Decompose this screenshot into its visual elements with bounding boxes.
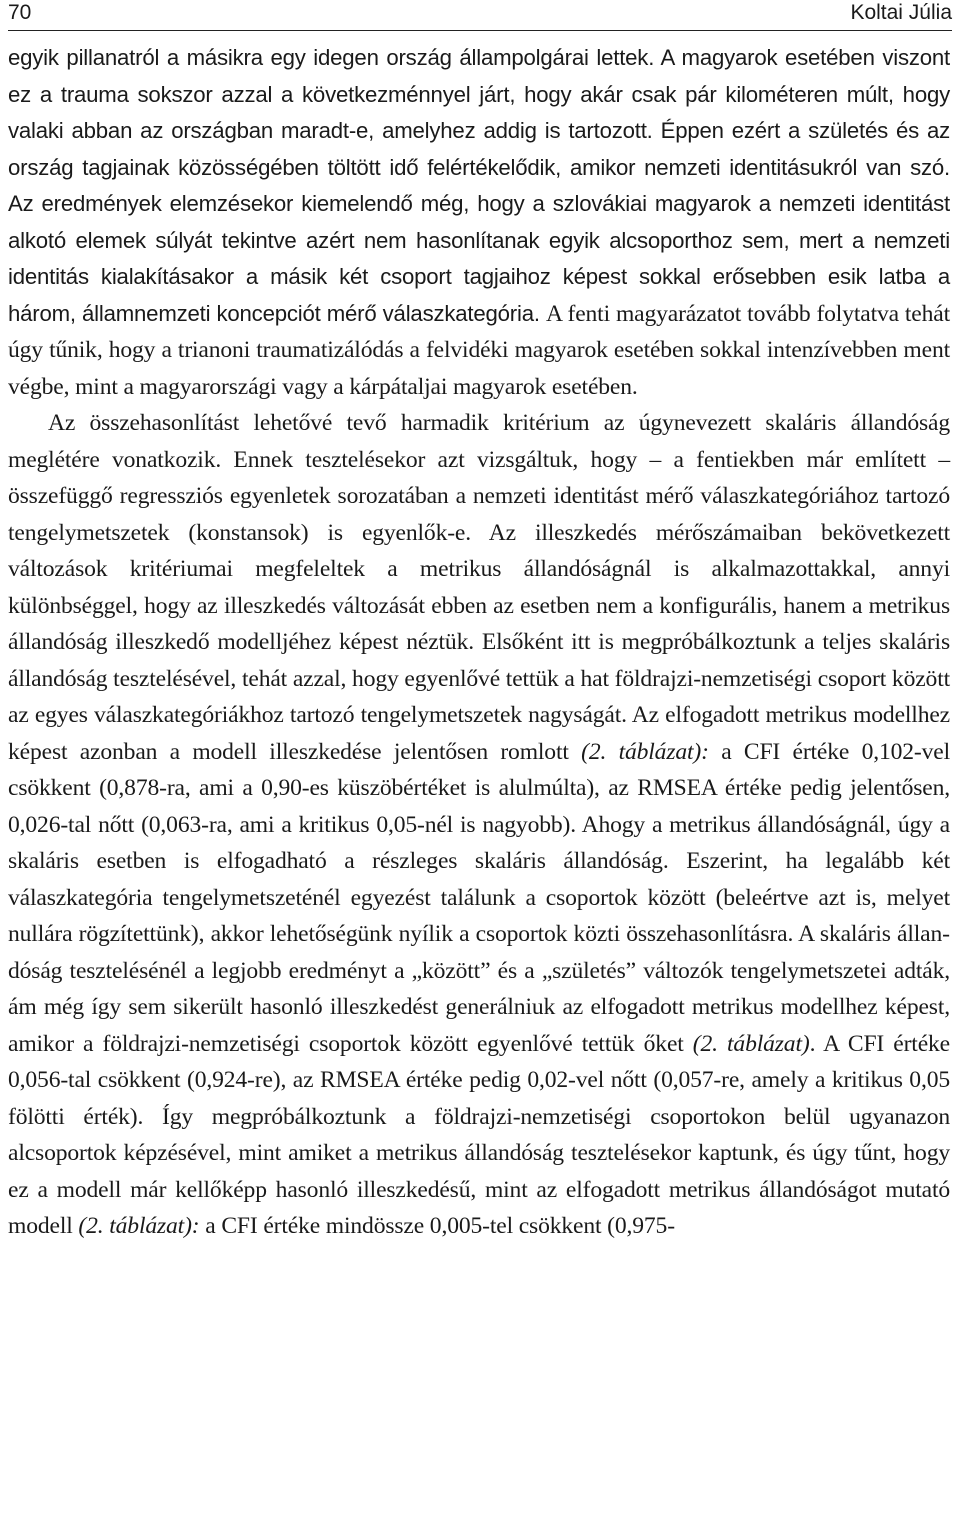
text-span: a CFI értéke 0,102-vel csökkent (0,878-ra, ami a 0,90-es küszöbértéket is alulmúlta), az RMSEA értéke pedig jelentősen, 0,026-tal nőtt (0,063-ra, ami a kritikus 0,05-nél is nagyobb). Ahogy a metrikus állandóságnál, úgy a skaláris esetben is elfogadható a részleges skaláris állandóság. Eszerint, ha legalább két válaszkategória tengelymetszeténél egyezést találunk a csoportok között (beleértve azt is, melyet nullára rögzítettünk), akkor lehetőségünk nyílik a csoportok közti összehasonlításra. A skaláris állandóság tesztelésénél a legjobb eredményt a „között” és a „születés” változók tengelymetszetei adták, ám még így sem sikerült hasonló illeszkedést generálniuk az elfogadott metrikus modellhez képest, amikor a földrajzi-nemzetiségi csoportok között egyenlővé tettük őket: [8, 738, 950, 1057]
running-head-author: Koltai Júlia: [850, 1, 952, 24]
text-span: Az összehasonlítást lehetővé tevő harmadik kritérium az úgynevezett skaláris állandóság meglétére vonatkozik. Ennek tesztelésekor azt vizsgáltuk, hogy – a fentiekben már említett – összefüggő regressziós egyenletek sorozatában a nemzeti identitást mérő válaszkategóriához tartozó tengelymetszetek (konstansok) is egyenlők-e. Az illeszkedés mérőszámaiban bekövetkezett változások kritériumai megfeleltek a metrikus állandóságnál is alkalmazottakkal, annyi különbséggel, hogy az illeszkedés változását ebben az esetben nem a konfigurális, hanem a metrikus állandóság illeszkedő modelljéhez képest néztük. Elsőként itt is megpróbálkoztunk a teljes skaláris állandóság tesztelésével, tehát azzal, hogy egyenlővé tettük a hat földrajzi-nemzetiségi csoport között az egyes válaszkategóriákhoz tartozó tengelymetszetek nagyságát. Az elfogadott metrikus modellhez képest azonban a modell illeszkedése jelentősen romlott: [8, 410, 950, 765]
table-reference: (2. táblázat): [692, 1030, 810, 1057]
table-reference: (2. táblázat):: [581, 738, 709, 765]
table-reference: (2. táblázat):: [78, 1213, 200, 1239]
body-text: [8, 40, 950, 1245]
paragraph-1: [8, 40, 950, 405]
page-header: [8, 0, 952, 31]
text-span: . A CFI értéke 0,056-tal csökkent (0,924-re), az RMSEA értéke pedig 0,02-vel nőtt (0,057-re, amely a kritikus 0,05 fölötti érték). Így megpróbálkoztunk a földrajzi-nemzetiségi csoportokon belül ugyanazon alcsoportok képzésével, mint amiket a metrikus állandóság tesztelésekor kaptunk, és úgy tűnt, hogy ez a modell már kellőképp hasonló illeszkedésű, mint az elfogadott metrikus állandóságot mutató modell: [8, 1030, 950, 1239]
page-number: 70: [8, 1, 32, 24]
text-span: A fenti magyarázatot tovább folytatva tehát úgy tűnik, hogy a trianoni traumatizálódás a felvidéki magyarok esetében sokkal intenzívebben ment végbe, mint a magyarországi vagy a kárpátaljai magyarok esetében.: [8, 300, 950, 400]
paragraph-2: [8, 405, 950, 1245]
text-span: a CFI értéke mindössze 0,005-tel csökkent (0,975-: [199, 1213, 675, 1239]
text-span: egyik pillanatról a másikra egy idegen ország állampolgárai lettek. A magyarok esetében viszont ez a trauma sokszor azzal a következménnyel járt, hogy akár csak pár kilométeren múlt, hogy valaki abban az országban maradt-e, amelyhez addig is tartozott. Éppen ezért a születés és az ország tagjainak közösségében töltött idő felértékelődik, amikor nemzeti identitásukról van szó. Az eredmények elemzésekor kiemelendő még, hogy a szlovákiai magyarok a nemzeti identitást alkotó elemek súlyát tekintve azért nem hasonlítanak egyik alcsoporthoz sem, mert a nemzeti identitás kialakításakor a másik két csoport tagjaihoz képest sokkal erősebben esik latba a három, államnemzeti koncepciót mérő válaszkategória.: [8, 45, 950, 326]
